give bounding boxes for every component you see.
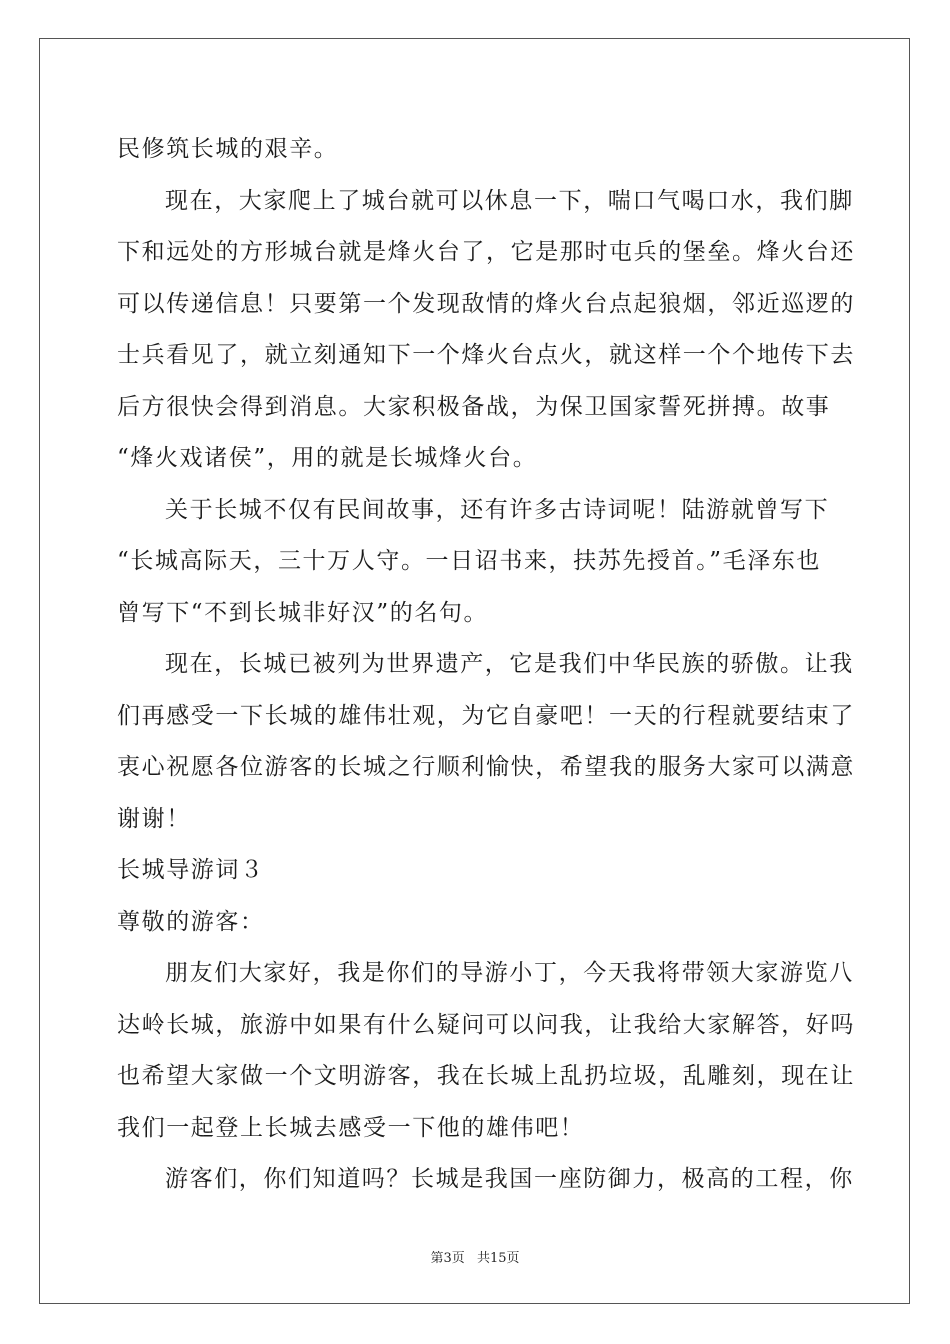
- document-body: [117, 124, 855, 1206]
- text-line-8: 关于长城不仅有民间故事，还有许多古诗词呢！陆游就曾写下: [165, 496, 830, 523]
- text-line-11: 现在，长城已被列为世界遗产，它是我们中华民族的骄傲。让我: [165, 651, 854, 677]
- text-line-7: “烽火戏诸侯”，用的就是长城烽火台。: [117, 445, 538, 471]
- text-line-17: 朋友们大家好，我是你们的导游小丁，今天我将带领大家游览八: [165, 960, 854, 986]
- text-line-5: 士兵看见了，就立刻通知下一个烽火台点火，就这样一个个地传下去: [117, 342, 855, 368]
- text-line-10: 曾写下“不到长城非好汉”的名句。: [117, 599, 489, 626]
- text-line-12: 们再感受一下长城的雄伟壮观，为它自豪吧！一天的行程就要结束了: [117, 702, 855, 729]
- salutation: 尊敬的游客：: [117, 908, 265, 935]
- text-line-3: 下和远处的方形城台就是烽火台了，它是那时屯兵的堡垒。烽火台还: [117, 239, 855, 265]
- page-number: 第3页: [430, 1251, 465, 1266]
- text-line-21: 游客们，你们知道吗？长城是我国一座防御力，极高的工程，你: [165, 1166, 854, 1192]
- text-line-13: 衷心祝愿各位游客的长城之行顺利愉快，希望我的服务大家可以满意: [117, 754, 855, 780]
- text-line-20: 我们一起登上长城去感受一下他的雄伟吧！: [117, 1114, 585, 1141]
- text-line-18: 达岭长城，旅游中如果有什么疑问可以问我，让我给大家解答，好吗: [117, 1011, 855, 1038]
- text-line-6: 后方很快会得到消息。大家积极备战，为保卫国家誓死拼搏。故事: [117, 393, 831, 420]
- text-line-19: 也希望大家做一个文明游客，我在长城上乱扔垃圾，乱雕刻，现在让: [117, 1063, 855, 1089]
- text-line-9: “长城高际天，三十万人守。一日诏书来，扶苏先授首。”毛泽东也: [117, 548, 822, 574]
- text-line-14: 谢谢！: [117, 805, 191, 832]
- section-heading: 长城导游词３: [117, 857, 265, 883]
- page-total: 共15页: [476, 1251, 520, 1266]
- text-line-2: 现在，大家爬上了城台就可以休息一下，喘口气喝口水，我们脚: [165, 187, 854, 214]
- text-line-4: 可以传递信息！只要第一个发现敌情的烽火台点起狼烟，邻近巡逻的: [117, 290, 855, 317]
- text-line-1: 民修筑长城的艰辛。: [117, 136, 339, 162]
- page-footer: [0, 1247, 950, 1266]
